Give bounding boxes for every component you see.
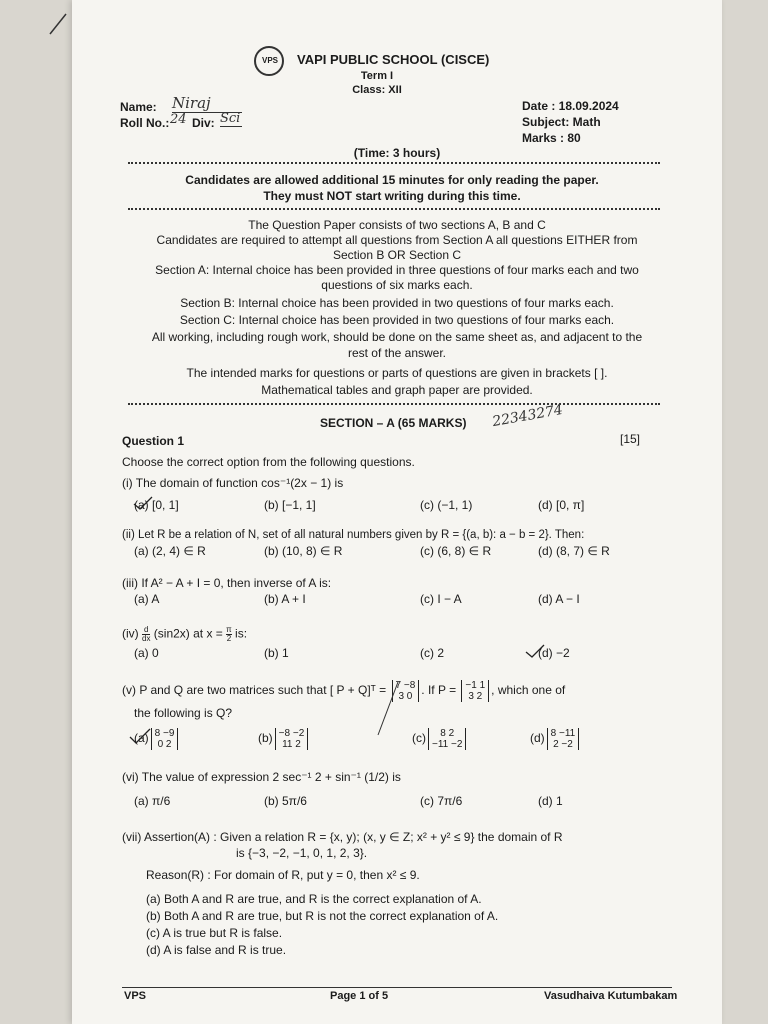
option: (b) 1 <box>264 646 289 660</box>
option: (d) (8, 7) ∈ R <box>538 544 610 558</box>
option: (a) 0 <box>134 646 159 660</box>
option: (a) [0, 1] <box>134 498 179 512</box>
option: (c) 7π/6 <box>420 794 463 808</box>
option-matrix <box>428 728 466 750</box>
matrix-row: 8 2 <box>440 728 455 739</box>
question-intro: Choose the correct option from the following questions. <box>122 455 415 469</box>
date: Date : 18.09.2024 <box>522 99 619 113</box>
option: (b) [−1, 1] <box>264 498 316 512</box>
question-v-line2: the following is Q? <box>134 706 233 720</box>
matrix-row: −8 −2 <box>278 728 305 739</box>
school-logo-icon: VPS <box>254 46 284 76</box>
question-v <box>122 680 565 702</box>
pen-stroke-icon <box>42 8 82 38</box>
footer-right: Vasudhaiva Kutumbakam <box>544 990 678 1002</box>
instruction-line: rest of the answer. <box>347 346 447 360</box>
option-label: (b) <box>258 731 273 746</box>
option: (b) A + I <box>264 592 306 606</box>
instruction-line: Section B OR Section C <box>332 248 462 262</box>
option: (a) Both A and R are true, and R is the correct explanation of A. <box>146 892 482 906</box>
exam-paper <box>72 0 722 1024</box>
matrix-row: 8 −11 <box>550 728 576 739</box>
option <box>258 728 310 750</box>
option: (d) −2 <box>538 646 570 660</box>
question-vi: (vi) The value of expression 2 sec⁻¹ 2 + sin⁻¹ (1/2) is <box>122 770 401 784</box>
question-iv-suffix: is: <box>231 626 248 641</box>
question-i: (i) The domain of function cos⁻¹(2x − 1) is <box>122 476 344 490</box>
divider <box>128 162 660 164</box>
matrix-row: 7 −8 <box>395 680 416 691</box>
option: (c) I − A <box>420 592 462 606</box>
tick-mark-icon <box>132 494 162 512</box>
divider <box>128 208 660 210</box>
question-v-part1: (v) P and Q are two matrices such that [ P + Q]ᵀ = <box>122 683 390 698</box>
subject: Subject: Math <box>522 115 601 129</box>
name-label: Name: <box>120 100 157 114</box>
question-iv-prefix: (iv) <box>122 626 142 641</box>
option: (a) A <box>134 592 160 606</box>
instruction-line: The Question Paper consists of two sections A, B and C <box>248 218 546 232</box>
derivative-symbol: $\frac{d}{dx}$ <box>142 625 151 643</box>
instruction-line: Section A: Internal choice has been provided in three questions of four marks each and two <box>155 263 639 277</box>
divider <box>128 403 660 405</box>
question-vii-assertion-cont: is {−3, −2, −1, 0, 1, 2, 3}. <box>236 846 368 860</box>
question-vii-assertion: (vii) Assertion(A) : Given a relation R = {x, y); (x, y ∈ Z; x² + y² ≤ 9} the domain of R <box>122 830 563 844</box>
matrix-row: 0 2 <box>157 739 172 750</box>
question-v-part2: . If P = <box>421 683 460 698</box>
div-value: Sci <box>220 111 241 126</box>
instruction-line: All working, including rough work, should be done on the same sheet as, and adjacent to the <box>151 330 643 344</box>
question-v-part3: , which one of <box>491 683 566 698</box>
time: (Time: 3 hours) <box>353 146 441 160</box>
option-label: (a) <box>134 731 149 746</box>
roll-value: 24 <box>170 112 187 127</box>
question-label: Question 1 <box>122 434 185 448</box>
fraction-pi-2: $\frac{\pi}{2}$ <box>226 625 232 643</box>
div-label: Div: <box>192 116 215 130</box>
option: (a) π/6 <box>134 794 171 808</box>
handwritten-scribble: 22343274 <box>491 401 565 431</box>
instruction-line: Section C: Internal choice has been provided in two questions of four marks each. <box>179 313 615 327</box>
question-iii: (iii) If A² − A + I = 0, then inverse of A is: <box>122 576 332 590</box>
matrix-row: −11 −2 <box>432 739 463 750</box>
option: (d) A is false and R is true. <box>146 943 287 957</box>
marks: Marks : 80 <box>522 131 581 145</box>
option-label: (c) <box>412 731 426 746</box>
name-value: Niraj <box>172 94 242 113</box>
school-name: VAPI PUBLIC SCHOOL (CISCE) <box>297 52 490 67</box>
question-marks: [15] <box>620 432 641 446</box>
instruction-line: Mathematical tables and graph paper are provided. <box>261 383 533 397</box>
matrix-p <box>461 680 489 702</box>
option-matrix <box>275 728 309 750</box>
footer-divider <box>122 987 672 988</box>
instruction-line: questions of six marks each. <box>321 278 473 292</box>
matrix-row: 2 −2 <box>553 739 573 750</box>
option-matrix <box>547 728 580 750</box>
option: (b) Both A and R are true, but R is not the correct explanation of A. <box>146 909 499 923</box>
option-label: (d) <box>530 731 545 746</box>
option: (b) (10, 8) ∈ R <box>264 544 343 558</box>
option: (c) (6, 8) ∈ R <box>420 544 492 558</box>
footer-page: Page 1 of 5 <box>330 990 389 1002</box>
instruction-line: Candidates are required to attempt all questions from Section A all questions EITHER from <box>156 233 638 247</box>
tick-mark-icon <box>524 642 554 660</box>
question-iv-mid: (sin2x) at x = <box>150 626 227 641</box>
instruction-line: Section B: Internal choice has been provided in two questions of four marks each. <box>180 296 614 310</box>
matrix-row: 8 −9 <box>154 728 175 739</box>
option: (d) 1 <box>538 794 563 808</box>
term: Term I <box>360 70 394 82</box>
class: Class: XII <box>352 84 402 96</box>
pen-stroke-icon <box>372 680 402 740</box>
matrix-row: 3 2 <box>468 691 483 702</box>
option: (c) A is true but R is false. <box>146 926 283 940</box>
option <box>412 728 468 750</box>
notice-line: Candidates are allowed additional 15 minutes for only reading the paper. <box>185 173 599 187</box>
question-vii-reason: Reason(R) : For domain of R, put y = 0, then x² ≤ 9. <box>146 868 420 882</box>
option <box>530 728 581 750</box>
matrix-row: 11 2 <box>282 739 301 750</box>
section-title: SECTION – A (65 MARKS) <box>320 416 467 430</box>
matrix-row: 3 0 <box>398 691 413 702</box>
notice-line: They must NOT start writing during this time. <box>263 189 521 203</box>
question-iv <box>122 626 247 643</box>
option: (c) 2 <box>420 646 444 660</box>
option: (d) [0, π] <box>538 498 585 512</box>
option: (d) A − I <box>538 592 580 606</box>
instruction-line: The intended marks for questions or parts of questions are given in brackets [ ]. <box>186 366 608 380</box>
option: (a) (2, 4) ∈ R <box>134 544 206 558</box>
matrix-row: −1 1 <box>465 680 486 691</box>
question-ii: (ii) Let R be a relation of N, set of all natural numbers given by R = {(a, b): a − b = 2}. Then: <box>122 529 585 541</box>
option: (b) 5π/6 <box>264 794 307 808</box>
option: (c) (−1, 1) <box>420 498 473 512</box>
footer-left: VPS <box>124 990 147 1002</box>
tick-mark-icon <box>128 726 158 746</box>
roll-label: Roll No.: <box>120 116 170 130</box>
